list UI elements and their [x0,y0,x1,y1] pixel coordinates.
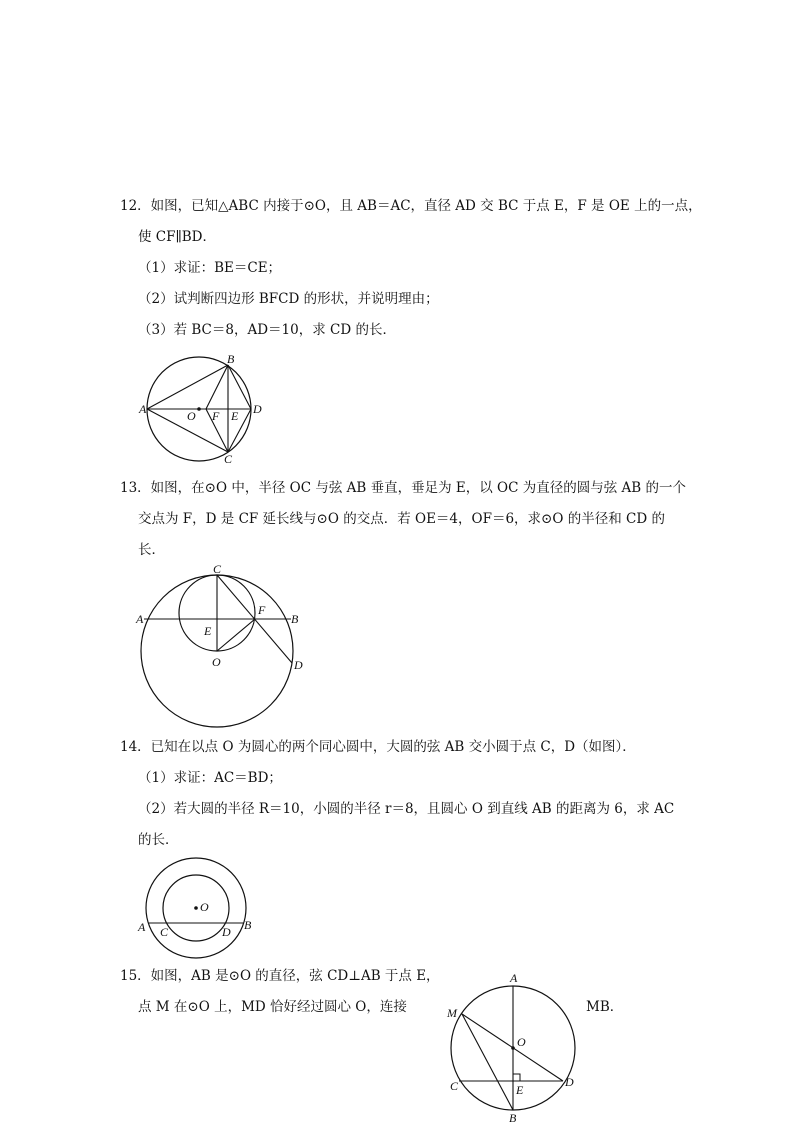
p15-figure [440,970,590,1123]
p12-line2: 使 CF∥BD． [138,229,216,245]
p15-center-dot [511,1046,515,1050]
p12-seg-BD [228,365,251,409]
p14-label-A: A [138,920,146,934]
p12-q2: （2）试判断四边形 BFCD 的形状，并说明理由； [138,291,439,307]
p12-figure [130,350,270,465]
p12-q1: （1）求证：BE＝CE； [138,260,282,276]
p12-label-F: F [212,409,220,423]
p13-label-F: F [258,603,266,617]
p14-center-dot [194,906,198,910]
p14-label-D: D [222,925,231,939]
p15-right-angle-mark [513,1074,520,1081]
p12-q3: （3）若 BC＝8，AD＝10，求 CD 的长． [138,322,396,338]
p13-label-C: C [213,562,222,576]
p14-figure [130,852,260,964]
p14-line1: 14．已知在以点 O 为圆心的两个同心圆中，大圆的弦 AB 交小圆于点 C，D（如图）． [120,739,636,755]
p14-q1: （1）求证：AC＝BD； [138,770,282,786]
p15-label-M: M [447,1006,457,1020]
p14-q2b: 的长． [138,832,179,848]
p13-label-O: O [212,655,221,669]
p13-label-A: A [136,612,144,626]
p13-line3: 长． [138,542,165,558]
p15-line1: 15．如图，AB 是⊙O 的直径，弦 CD⊥AB 于点 E， [120,968,440,984]
p12-label-E: E [231,409,239,423]
p14-label-O: O [200,900,209,914]
p12-label-A: A [139,402,147,416]
p12-line1: 12．如图，已知△ABC 内接于⊙O，且 AB＝AC，直径 AD 交 BC 于点 E，F 是 OE 上的一点， [120,198,702,214]
p14-q2: （2）若大圆的半径 R＝10，小圆的半径 r＝8，且圆心 O 到直线 AB 的距离为 6，求 AC [138,801,675,817]
p13-label-B: B [291,612,299,626]
p15-line2-tail: MB． [586,999,624,1015]
p12-label-C: C [224,452,233,465]
p13-label-D: D [294,658,303,672]
p15-label-D: D [565,1075,574,1089]
p15-seg-MB [462,1014,513,1110]
p13-figure [130,560,320,732]
p15-label-A: A [510,971,518,985]
p12-label-O: O [187,409,196,423]
p15-label-E: E [516,1083,524,1097]
p13-line2: 交点为 F，D 是 CF 延长线与⊙O 的交点．若 OE＝4，OF＝6，求⊙O 的半径和 CD 的 [138,511,665,527]
p15-label-C: C [450,1079,459,1093]
p12-label-D: D [253,402,262,416]
p14-label-C: C [160,925,169,939]
p15-line2: 点 M 在⊙O 上，MD 恰好经过圆心 O，连接 [138,999,407,1015]
p15-label-O: O [517,1035,526,1049]
p12-seg-AB [147,365,228,409]
p13-line1: 13．如图，在⊙O 中，半径 OC 与弦 AB 垂直，垂足为 E，以 OC 为直径的圆与弦 AB 的一个 [120,480,686,496]
p15-label-B: B [509,1111,517,1123]
p13-label-E: E [204,624,212,638]
p14-label-B: B [244,918,252,932]
p12-center-dot [197,407,201,411]
p12-label-B: B [227,352,235,366]
